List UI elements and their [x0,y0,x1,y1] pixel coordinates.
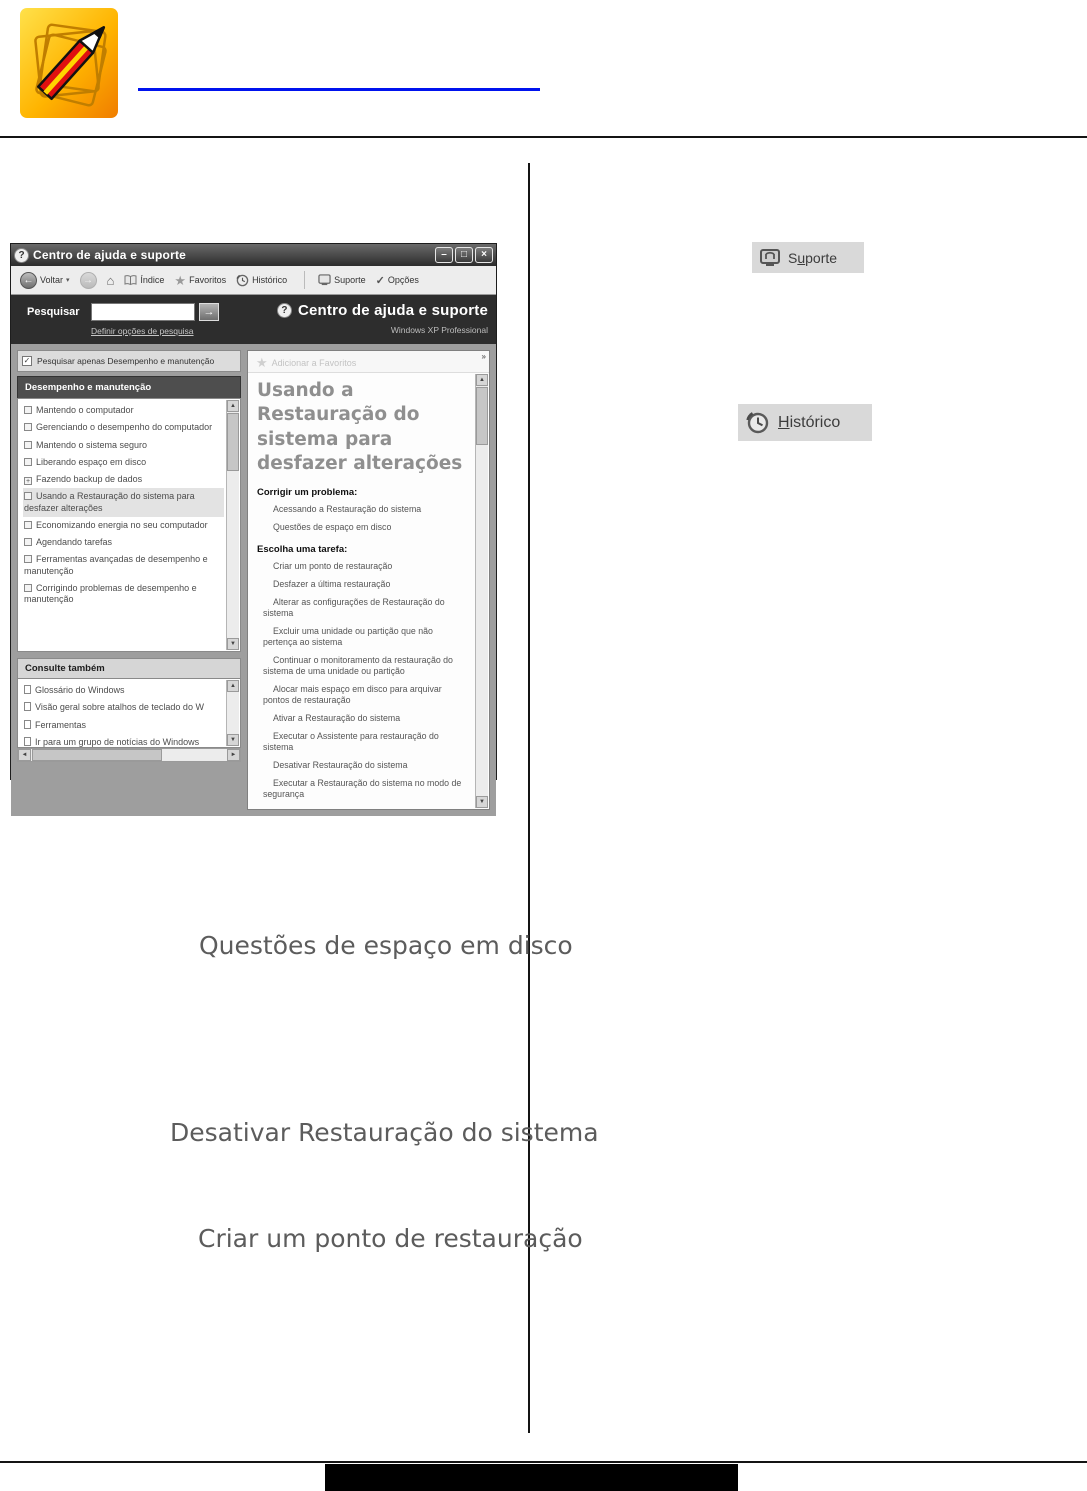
topic-icon [24,441,32,449]
article-link[interactable]: Desfazer a última restauração [273,579,391,590]
topic-item[interactable] [23,402,224,419]
article-link[interactable]: Desativar Restauração do sistema [273,759,408,770]
topic-label: Usando a Restauração do sistema para desfazer alterações [24,491,195,513]
horizontal-scrollbar[interactable] [17,748,241,762]
document-icon [24,685,31,694]
scroll-down-icon[interactable]: ▼ [227,638,239,650]
scroll-left-icon[interactable]: ◄ [18,749,31,761]
suporte-label: Suporte [788,249,838,266]
scroll-thumb[interactable] [227,413,239,471]
scroll-up-icon[interactable]: ▲ [227,400,239,412]
see-also-header: Consulte também [17,658,241,678]
topic-icon [24,538,32,546]
article-link[interactable]: Continuar o monitoramento da restauração do sistema de uma unidade ou partição [263,655,453,676]
search-input[interactable] [91,303,195,321]
see-also-item[interactable] [23,699,224,716]
topic-item[interactable] [23,471,224,488]
maximize-button[interactable]: □ [455,247,473,263]
topic-label: Corrigindo problemas de desempenho e manutenção [24,582,197,604]
topic-label: Economizando energia no seu computador [36,519,208,530]
search-band [11,295,496,344]
scroll-up-icon[interactable]: ▲ [227,680,239,692]
index-button[interactable] [121,272,167,289]
topic-item[interactable] [23,580,224,609]
history-clock-icon [236,274,249,287]
topic-icon [24,458,32,466]
topic-icon [24,555,32,563]
window-title: Centro de ajuda e suporte [33,248,187,262]
see-also-label: Visão geral sobre atalhos de teclado do W [35,702,204,713]
article-link[interactable]: Executar o Assistente para restauração do sistema [263,730,439,752]
topic-item[interactable] [23,517,224,534]
document-icon [24,737,31,746]
see-also-label: Ferramentas [35,719,87,730]
forward-button[interactable] [77,270,100,291]
support-button[interactable] [315,272,369,288]
scroll-down-icon[interactable]: ▼ [476,796,488,808]
scroll-up-icon[interactable]: ▲ [476,374,488,386]
index-label: Índice [140,275,165,285]
header-divider-rule [0,136,1087,138]
home-icon: ⌂ [106,272,115,288]
expand-plus-icon[interactable]: + [25,478,31,485]
see-also-label: Ir para um grupo de notícias do Windows [35,736,200,747]
topic-label: Liberando espaço em disco [36,456,147,467]
book-icon [124,274,137,287]
topics-header: Desempenho e manutenção [17,376,241,398]
topic-item[interactable] [23,454,224,471]
footer-redaction-bar [325,1464,738,1491]
scroll-right-icon[interactable]: ► [227,749,240,761]
search-go-button[interactable]: → [199,303,219,321]
help-center-icon: ? [277,303,292,318]
minimize-button[interactable]: – [435,247,453,263]
article-link[interactable]: Questões de espaço em disco [273,522,392,533]
topic-icon [24,492,32,500]
topics-pane [17,350,241,810]
topic-label: Mantendo o computador [36,405,134,415]
add-to-favorites-link[interactable] [248,351,489,372]
topic-icon [24,423,32,431]
filter-label: Pesquisar apenas Desempenho e manutenção [37,356,215,366]
chevron-right-icon[interactable]: » [481,352,486,361]
scroll-down-icon[interactable]: ▼ [227,734,239,746]
article-link[interactable]: Executar a Restauração do sistema no modo de segurança [263,777,462,799]
see-also-list [17,678,241,748]
topic-label: Gerenciando o desempenho do computador [36,422,213,433]
toolbar-separator [304,271,305,289]
see-also-item[interactable] [23,682,224,699]
favorites-label: Favoritos [189,275,227,285]
search-options-link[interactable]: Definir opções de pesquisa [91,326,194,336]
favorites-button[interactable] [171,272,229,289]
article-pane [247,350,490,810]
topic-item[interactable] [23,437,224,454]
article-link[interactable]: Alocar mais espaço em disco para arquivar pontos de restauração [263,683,442,705]
article-link[interactable]: Excluir uma unidade ou partição que não pertença ao sistema [263,626,433,648]
add-to-favorites-label: Adicionar a Favoritos [271,357,357,368]
see-also-scrollbar[interactable] [226,680,239,746]
article-link[interactable]: Criar um ponto de restauração [273,561,393,572]
topic-label: Agendando tarefas [36,537,113,547]
document-icon [24,720,31,729]
suporte-button-figure [752,242,864,273]
historico-button-figure [738,404,872,441]
caption-criar-ponto: Criar um ponto de restauração [198,1224,583,1253]
filter-checkbox[interactable]: ✓ [23,356,31,365]
topic-icon [24,584,32,592]
check-icon: ✓ [375,274,385,287]
help-and-support-window [10,243,497,806]
topics-scrollbar[interactable] [226,400,239,650]
article-link[interactable]: Alterar as configurações de Restauração do sistema [263,597,445,619]
history-label: Histórico [252,275,288,285]
article-link[interactable]: Ativar a Restauração do sistema [273,712,401,723]
options-label: Opções [387,275,419,285]
article-heading: Usando a Restauração do sistema para desfazer alterações [257,380,463,475]
see-also-label: Glossário do Windows [35,685,125,695]
notes-pencil-logo [20,8,118,118]
topic-label: Mantendo o sistema seguro [36,439,148,450]
search-label: Pesquisar [27,306,80,318]
topic-item-selected[interactable] [23,488,224,517]
support-icon [318,274,331,286]
support-icon [759,248,781,268]
options-button[interactable] [373,272,422,289]
topic-item[interactable] [23,551,224,580]
topics-list [17,398,241,652]
article-scrollbar[interactable] [475,374,488,808]
topic-label: Ferramentas avançadas de desempenho e manutenção [24,554,208,576]
scroll-thumb[interactable] [32,749,162,761]
back-icon: ← [20,272,37,289]
historico-label: Histórico [778,413,841,431]
forward-icon: → [80,272,97,289]
search-filter-row[interactable] [17,350,241,372]
window-toolbar [11,266,496,295]
caption-desativar: Desativar Restauração do sistema [170,1118,599,1147]
star-icon: ★ [174,272,187,288]
caption-questoes: Questões de espaço em disco [199,931,573,960]
window-titlebar[interactable] [11,244,496,266]
help-icon: ? [14,248,29,263]
topic-item[interactable] [23,419,224,436]
help-center-title: Centro de ajuda e suporte [297,302,488,319]
back-button[interactable] [17,270,73,291]
footer-divider-rule [0,1461,1087,1463]
scroll-thumb[interactable] [476,387,488,445]
fix-problem-header: Corrigir um problema: [257,486,358,498]
windows-edition-label: Windows XP Professional [390,325,488,335]
support-label: Suporte [334,275,366,285]
star-icon: ★ [256,355,268,370]
topic-label: Fazendo backup de dados [36,474,143,484]
close-button[interactable]: × [475,247,493,263]
topic-item[interactable] [23,534,224,551]
home-button[interactable] [104,272,118,289]
back-dropdown-icon[interactable]: ▾ [66,277,70,284]
topic-icon [24,406,32,414]
history-button[interactable] [233,272,290,289]
choose-task-header: Escolha uma tarefa: [257,543,348,555]
history-clock-icon [745,410,771,436]
window-content [11,344,496,816]
see-also-item[interactable] [23,717,224,734]
topic-icon [24,521,32,529]
document-icon [24,702,31,711]
back-label: Voltar [40,275,64,285]
title-underline-rule [138,88,540,91]
article-link[interactable]: Acessando a Restauração do sistema [273,504,422,515]
article-content [248,372,489,809]
